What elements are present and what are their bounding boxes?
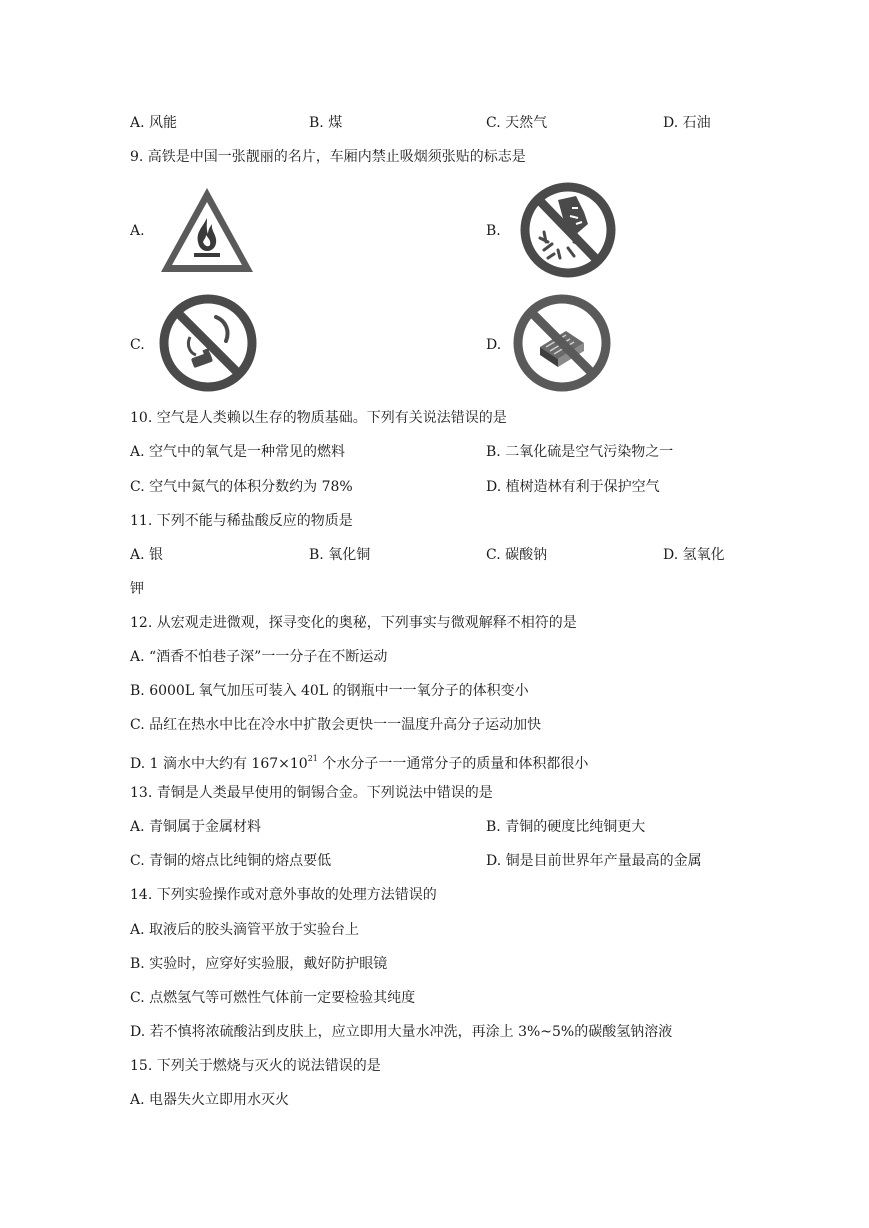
option-label: C.: [130, 337, 145, 353]
option-text: B. 青铜的硬度比纯铜更大: [486, 819, 646, 835]
option-text-part: 个水分子一一通常分子的质量和体积都很小: [317, 756, 589, 772]
no-matches-sign-icon: [510, 291, 614, 395]
option-text: D. 铜是目前世界年产量最高的金属: [486, 853, 702, 869]
flammable-warning-sign-icon: [158, 184, 256, 276]
question-stem: 11. 下列不能与稀盐酸反应的物质是: [130, 513, 353, 529]
option-text: C. 碳酸钠: [486, 547, 548, 563]
option-text: A. 空气中的氧气是一种常见的燃料: [130, 444, 346, 460]
option-label: B.: [486, 223, 501, 239]
no-smoking-sign-icon: [156, 291, 260, 395]
option-text: A. 取液后的胶头滴管平放于实验台上: [130, 922, 360, 938]
question-stem: 15. 下列关于燃烧与灭火的说法错误的是: [130, 1058, 381, 1074]
no-fireworks-sign-icon: [518, 178, 618, 282]
question-stem: 12. 从宏观走进微观，探寻变化的奥秘，下列事实与微观解释不相符的是: [130, 615, 577, 631]
option-text: D. 石油: [663, 115, 711, 131]
exponent: 21: [307, 754, 318, 763]
option-text: A. “酒香不怕巷子深”一一分子在不断运动: [130, 649, 388, 665]
question-stem: 9. 高铁是中国一张靓丽的名片，车厢内禁止吸烟须张贴的标志是: [130, 149, 526, 165]
option-text: C. 点燃氢气等可燃性气体前一定要检验其纯度: [130, 990, 416, 1006]
option-text: C. 空气中氮气的体积分数约为 78%: [130, 479, 353, 495]
option-text: A. 风能: [130, 115, 178, 131]
option-text: D. 植树造林有利于保护空气: [486, 479, 660, 495]
option-text: B. 实验时，应穿好实验服，戴好防护眼镜: [130, 956, 388, 972]
option-label: A.: [130, 223, 145, 239]
option-text: B. 氧化铜: [309, 547, 371, 563]
question-stem: 10. 空气是人类赖以生存的物质基础。下列有关说法错误的是: [130, 410, 507, 426]
option-text-part: D. 1 滴水中大约有 167×10: [130, 756, 308, 772]
option-text: [130, 750, 588, 773]
option-text: A. 电器失火立即用水灭火: [130, 1092, 290, 1108]
option-text: B. 二氧化硫是空气污染物之一: [486, 444, 674, 460]
question-stem: 13. 青铜是人类最早使用的铜锡合金。下列说法中错误的是: [130, 785, 493, 801]
option-text: C. 天然气: [486, 115, 548, 131]
option-text: A. 青铜属于金属材料: [130, 819, 262, 835]
option-text: D. 若不慎将浓硫酸沾到皮肤上，应立即用大量水冲洗，再涂上 3%~5%的碳酸氢钠溶液: [130, 1024, 673, 1040]
option-text: B. 6000L 氧气加压可装入 40L 的钢瓶中一一氧分子的体积变小: [130, 683, 529, 699]
option-text: C. 青铜的熔点比纯铜的熔点要低: [130, 853, 332, 869]
option-text-wrap: 钾: [130, 581, 144, 597]
option-text: D. 氢氧化: [663, 547, 725, 563]
option-text: A. 银: [130, 547, 164, 563]
option-text: B. 煤: [309, 115, 343, 131]
option-text: C. 品红在热水中比在冷水中扩散会更快一一温度升高分子运动加快: [130, 717, 542, 733]
question-stem: 14. 下列实验操作或对意外事故的处理方法错误的: [130, 887, 437, 903]
option-label: D.: [486, 337, 502, 353]
